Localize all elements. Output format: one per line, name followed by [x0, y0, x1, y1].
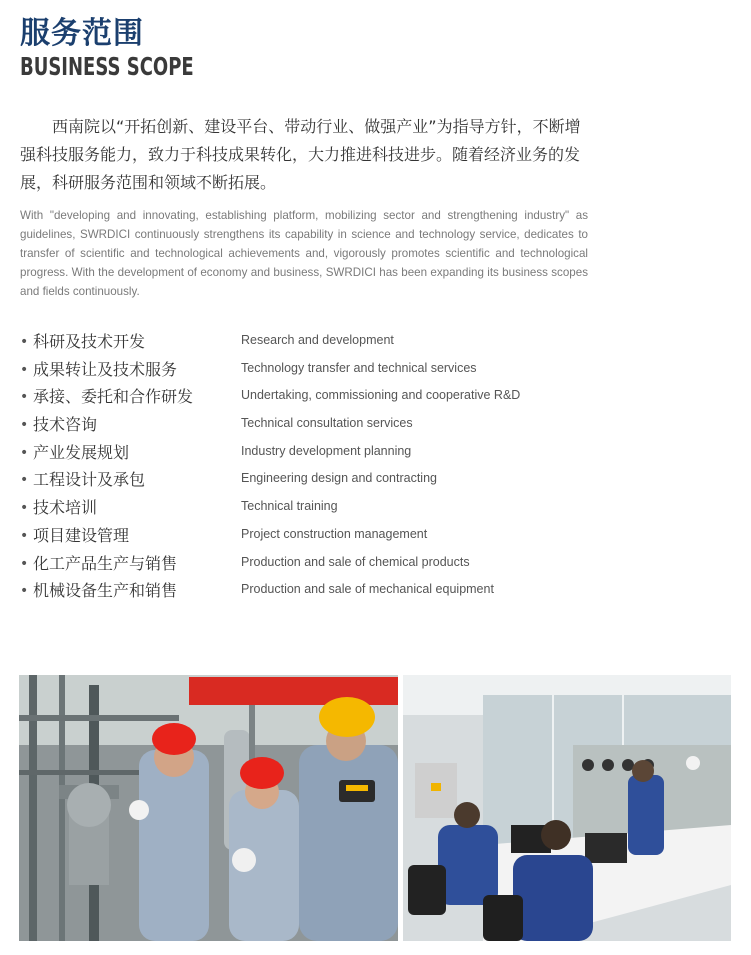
scope-item-en: Technical consultation services [241, 416, 413, 431]
scope-item-cn: 成果转让及技术服务 [33, 359, 178, 379]
scope-item [20, 411, 620, 439]
intro-paragraph-cn: 西南院以“开拓创新、建设平台、带动行业、做强产业”为指导方针，不断增强科技服务能力，致力于科技成果转化，大力推进科技进步。随着经济业务的发展，科研服务范围和领域不断拓展。 [20, 117, 581, 192]
scope-item-en: Engineering design and contracting [241, 471, 437, 486]
bullet-icon: • [20, 334, 29, 350]
scope-item-en: Technical training [241, 499, 338, 514]
bullet-icon: • [20, 472, 29, 489]
scope-item [20, 356, 620, 384]
scope-item-en: Production and sale of mechanical equipment [241, 582, 494, 597]
scope-item-cn: 产业发展规划 [33, 442, 130, 462]
page-title-cn: 服务范围 [20, 16, 144, 51]
scope-item [20, 577, 620, 605]
photo-control-room [403, 675, 731, 941]
bullet-icon: • [20, 417, 29, 434]
scope-item [20, 522, 620, 550]
page-title-en: BUSINESS SCOPE [20, 52, 194, 81]
scope-item-cn: 化工产品生产与销售 [33, 553, 178, 573]
scope-item [20, 383, 620, 411]
scope-item-en: Undertaking, commissioning and cooperative R&D [241, 388, 521, 403]
photo-field-technicians [19, 675, 398, 941]
scope-item-cn: 工程设计及承包 [33, 470, 146, 490]
scope-item-en: Industry development planning [241, 443, 412, 458]
scope-item [20, 494, 620, 522]
scope-item [20, 466, 620, 494]
bullet-icon: • [20, 583, 29, 600]
scope-item [20, 550, 620, 578]
scope-item-cn: 科研及技术开发 [33, 332, 146, 351]
scope-item-en: Production and sale of chemical products [241, 554, 470, 569]
scope-item-en: Research and development [241, 333, 394, 347]
bullet-icon: • [20, 389, 29, 406]
scope-item-cn: 承接、委托和合作研发 [33, 387, 194, 407]
scope-item [20, 328, 620, 356]
bullet-icon: • [20, 555, 29, 572]
scope-item-en: Technology transfer and technical services [241, 360, 477, 375]
scope-item-cn: 项目建设管理 [33, 525, 130, 545]
business-scope-list [20, 328, 620, 605]
scope-item-cn: 机械设备生产和销售 [33, 581, 178, 601]
scope-item [20, 439, 620, 467]
bullet-icon: • [20, 361, 29, 378]
scope-item-en: Project construction management [241, 526, 428, 541]
scope-item-cn: 技术培训 [33, 498, 98, 518]
bullet-icon: • [20, 500, 29, 517]
bullet-icon: • [20, 444, 29, 461]
scope-item-cn: 技术咨询 [33, 415, 98, 435]
intro-paragraph-en: With "developing and innovating, establishing platform, mobilizing sector and strengthening industry" as guidelines, SWRDICI continuously strengthens its capability in science and technology service, dedicates to transfer of scientific and technological achievements and, vigorously promotes scientific and technological progress. With the development of economy and business, SWRDICI has been expanding its business scopes and fields continuously. [20, 209, 588, 298]
bullet-icon: • [20, 527, 29, 544]
